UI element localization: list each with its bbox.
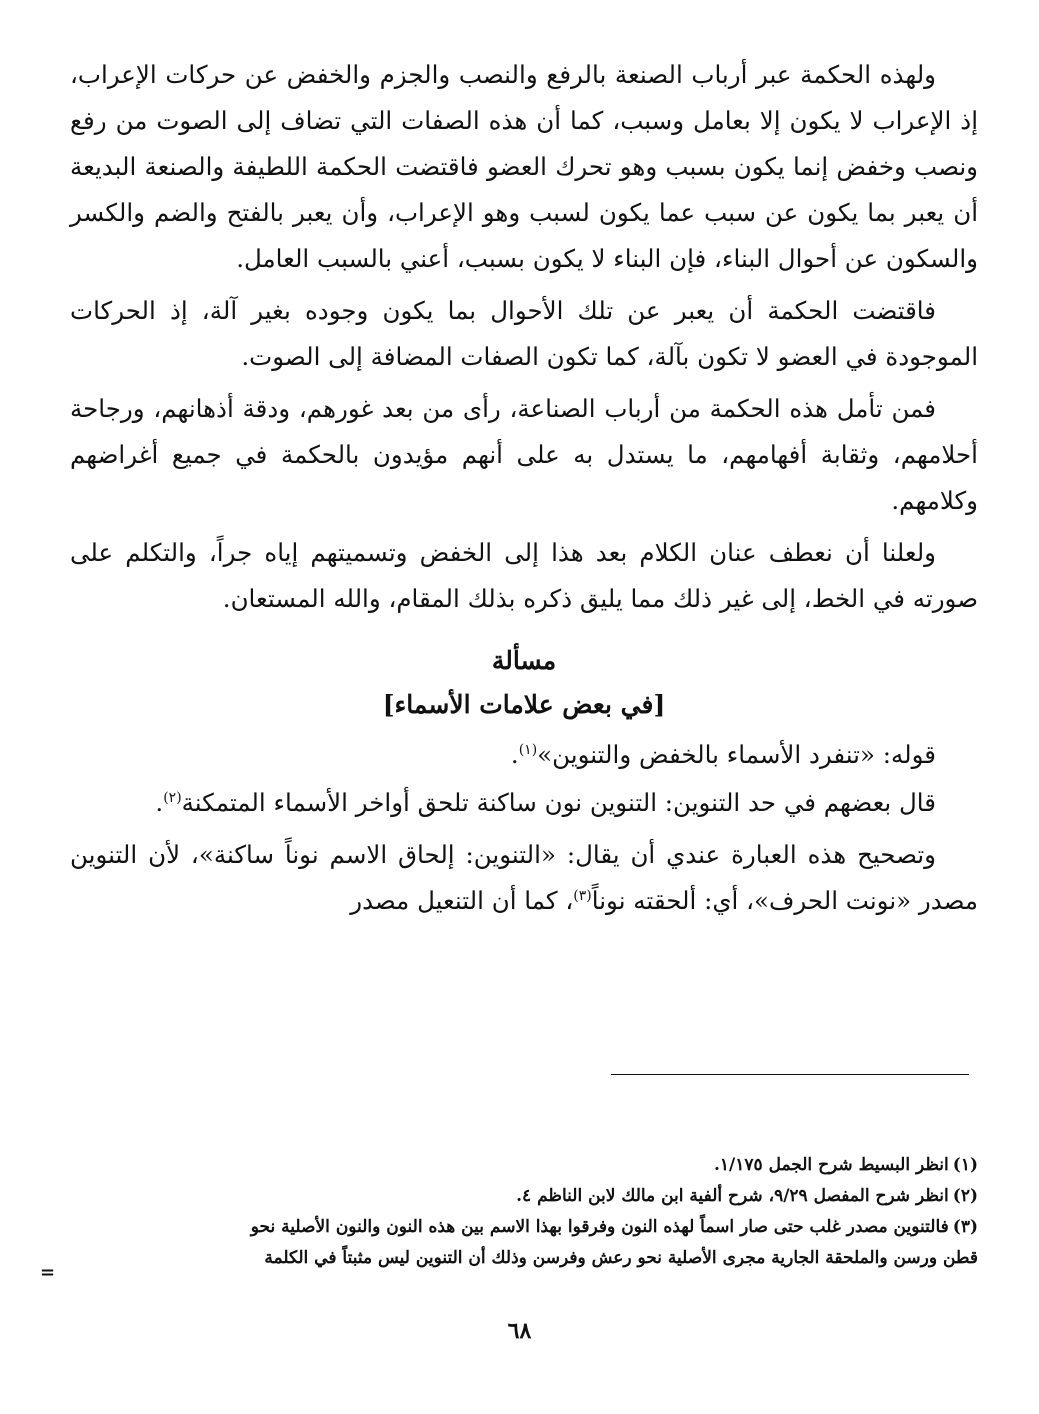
body-paragraph-3: فمن تأمل هذه الحكمة من أرباب الصناعة، رأى من بعد غورهم، ودقة أذهانهم، ورجاحة أحلامهم، وثقابة أفهامهم، ما يستدل به على أنهم مؤيدون بالحكمة في جميع أغراضهم وكلامهم. [70, 394, 978, 515]
footnote-1 [70, 1150, 978, 1181]
body-paragraph-6-text-a: وتصحيح هذه العبارة عندي أن يقال: «التنوين: إلحاق الاسم نوناً ساكنة»، لأن التنوين مصدر «نونت الحرف»، أي: ألحقته نوناً [70, 840, 978, 915]
body-paragraph-6-text-b: ، كما أن التنعيل مصدر [350, 886, 574, 915]
quoted-statement [70, 730, 978, 780]
footnote-ref-1: (١) [518, 741, 538, 758]
section-subtitle: [في بعض علامات الأسماء] [382, 690, 666, 719]
footnote-separator [611, 1074, 969, 1075]
body-paragraph-1: ولهذه الحكمة عبر أرباب الصنعة بالرفع والنصب والجزم والخفض عن حركات الإعراب، إذ الإعراب لا يكون إلا بعامل وسبب، كما أن هذه الصفات التي تضاف إلى الصوت من رفع ونصب وخفض إنما يكون بسبب وهو تحرك العضو فاقتضت الحكمة اللطيفة والصنعة البديعة أن يعبر بما يكون عن سبب عما يكون لسبب وهو الإعراب، وأن يعبر بالفتح والضم والكسر والسكون عن أحوال البناء، فإن البناء لا يكون بسبب، أعني بالسبب العامل. [70, 60, 978, 273]
body-paragraph-4: ولعلنا أن نعطف عنان الكلام بعد هذا إلى الخفض وتسميتهم إياه جراً، والتكلم على صورته في الخط، إلى غير ذلك مما يليق ذكره بذلك المقام، والله المستعان. [70, 538, 978, 613]
main-text-block [70, 52, 978, 924]
footnote-1-number: (١) [952, 1155, 978, 1175]
footnote-ref-2: (٢) [163, 789, 182, 806]
page-number: ٦٨ [507, 1318, 532, 1344]
body-paragraph-5 [70, 780, 978, 826]
quoted-statement-text: قوله: «تنفرد الأسماء بالخفض والتنوين» [537, 740, 936, 769]
body-paragraph-5-end: . [155, 788, 164, 817]
continuation-mark: = [40, 1262, 56, 1283]
footnote-ref-3: (٣) [573, 887, 592, 904]
footnote-3-continued [70, 1243, 978, 1274]
footnote-1-text: انظر البسيط شرح الجمل ١/١٧٥. [714, 1155, 949, 1175]
footnote-2-number: (٢) [952, 1186, 978, 1206]
body-paragraph-5-text: قال بعضهم في حد التنوين: التنوين نون ساكنة تلحق أواخر الأسماء المتمكنة [181, 788, 936, 817]
footnotes [70, 1150, 978, 1274]
footnote-3 [70, 1212, 978, 1243]
body-paragraph-2: فاقتضت الحكمة أن يعبر عن تلك الأحوال بما يكون وجوده بغير آلة، إذ الحركات الموجودة في العضو لا تكون بآلة، كما تكون الصفات المضافة إلى الصوت. [70, 296, 978, 371]
body-paragraph-6 [70, 832, 978, 924]
footnote-2 [70, 1181, 978, 1212]
section-title: مسألة [491, 646, 557, 675]
footnote-3-continued-text: قطن ورسن والملحقة الجارية مجرى الأصلية نحو رعش وفرسن وذلك أن التنوين ليس مثبتاً في الكلمة [264, 1248, 978, 1268]
footnote-3-text: فالتنوين مصدر غلب حتى صار اسماً لهذه النون وفرقوا بهذا الاسم بين هذه النون والنون الأصلية نحو [250, 1217, 949, 1237]
footnote-3-number: (٣) [952, 1217, 978, 1237]
footnote-2-text: انظر شرح المفصل ٩/٢٩، شرح ألفية ابن مالك لابن الناظم ٤. [516, 1186, 949, 1206]
quoted-statement-end: . [510, 740, 519, 769]
